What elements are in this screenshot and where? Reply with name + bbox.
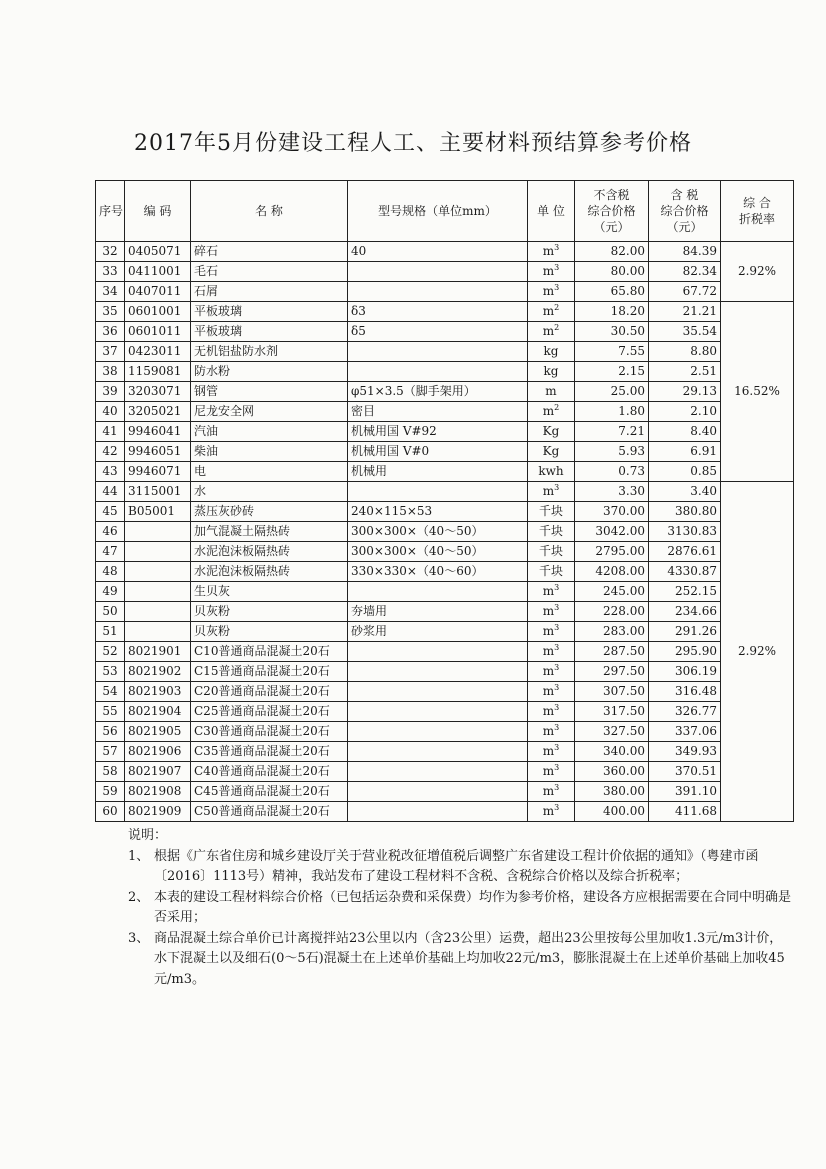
row-price-ex-tax: 0.73 [575,462,649,482]
row-code: 0405071 [125,242,191,262]
row-name: 加气混凝土隔热砖 [191,522,348,542]
header-no-text: 序号 [99,204,124,218]
row-price-in-tax: 2.10 [649,402,721,422]
row-price-ex-tax: 2.15 [575,362,649,382]
header-name [191,181,348,242]
header-code [125,181,191,242]
table-header-row [96,181,794,242]
row-price-ex-tax: 400.00 [575,802,649,822]
unit-superscript: 3 [554,243,560,252]
row-unit: $m^3$ [528,482,575,502]
row-number: 41 [96,422,125,442]
row-name: C15普通商品混凝土20石 [191,662,348,682]
row-price-in-tax: 21.21 [649,302,721,322]
row-name: C30普通商品混凝土20石 [191,722,348,742]
row-price-in-tax: 2.51 [649,362,721,382]
unit-superscript: 3 [554,583,560,592]
row-spec: 机械用国 V#92 [348,422,528,442]
row-name: 水泥泡沫板隔热砖 [191,542,348,562]
row-spec: 300×300×（40～50） [348,522,528,542]
note-item [108,929,793,991]
row-price-ex-tax: 3.30 [575,482,649,502]
table-body [96,242,794,822]
unit-superscript: 3 [554,763,560,772]
row-number: 44 [96,482,125,502]
row-spec: 砂浆用 [348,622,528,642]
row-unit: $m^3$ [528,782,575,802]
row-code [125,622,191,642]
table-row [96,382,794,402]
table-row [96,782,794,802]
table-row [96,682,794,702]
row-price-ex-tax: 307.50 [575,682,649,702]
row-price-ex-tax: 370.00 [575,502,649,522]
row-code: 0407011 [125,282,191,302]
row-price-in-tax: 67.72 [649,282,721,302]
row-name: 石屑 [191,282,348,302]
table-row [96,262,794,282]
row-unit: 千块 [528,502,575,522]
row-name: C10普通商品混凝土20石 [191,642,348,662]
row-code: 8021901 [125,642,191,662]
row-name: 毛石 [191,262,348,282]
table-row [96,502,794,522]
row-unit: $m^3$ [528,242,575,262]
table-row [96,482,794,502]
row-name: 贝灰粉 [191,602,348,622]
unit-superscript: 2 [554,403,560,412]
note-text: 商品混凝土综合单价已计离搅拌站23公里以内（含23公里）运费，超出23公里按每公里加收1.3元/m3计价，水下混凝土以及细石(0～5石)混凝土在上述单价基础上均加收22元/m3，膨胀混凝土在上述单价基础上加收45元/m3。 [154,930,785,987]
row-code: 8021904 [125,702,191,722]
table-row [96,582,794,602]
row-code: 3203071 [125,382,191,402]
row-name: 蒸压灰砂砖 [191,502,348,522]
row-spec: 40 [348,242,528,262]
header-rate-text: 综 合 折税率 [738,196,775,226]
row-spec: 330×330×（40～60） [348,562,528,582]
table-row [96,762,794,782]
row-number: 40 [96,402,125,422]
row-number: 47 [96,542,125,562]
row-number: 37 [96,342,125,362]
row-code: 3205021 [125,402,191,422]
row-code: 0411001 [125,262,191,282]
row-unit: $m^2$ [528,402,575,422]
row-number: 36 [96,322,125,342]
row-code [125,522,191,542]
row-name: 碎石 [191,242,348,262]
row-number: 55 [96,702,125,722]
row-code: 8021902 [125,662,191,682]
unit-superscript: 3 [554,783,560,792]
row-name: C35普通商品混凝土20石 [191,742,348,762]
table-row [96,642,794,662]
row-name: 生贝灰 [191,582,348,602]
table-row [96,242,794,262]
header-no [96,181,125,242]
note-number: 3、 [128,930,150,946]
row-name: 水 [191,482,348,502]
table-row [96,302,794,322]
row-name: 汽油 [191,422,348,442]
header-name-text: 名 称 [255,204,283,218]
row-name: C50普通商品混凝土20石 [191,802,348,822]
row-number: 51 [96,622,125,642]
row-unit: kg [528,362,575,382]
row-number: 42 [96,442,125,462]
row-code [125,542,191,562]
row-price-in-tax: 82.34 [649,262,721,282]
row-spec [348,262,528,282]
row-name: C20普通商品混凝土20石 [191,682,348,702]
row-unit: $m^3$ [528,602,575,622]
table-row [96,662,794,682]
row-price-in-tax: 6.91 [649,442,721,462]
row-price-ex-tax: 82.00 [575,242,649,262]
row-price-ex-tax: 3042.00 [575,522,649,542]
row-spec [348,782,528,802]
row-code: 0601001 [125,302,191,322]
row-code: 0423011 [125,342,191,362]
row-unit: $m^3$ [528,642,575,662]
row-spec: 夯墙用 [348,602,528,622]
row-price-ex-tax: 4208.00 [575,562,649,582]
row-price-in-tax: 8.40 [649,422,721,442]
row-unit: $m^2$ [528,302,575,322]
note-number: 1、 [128,848,150,864]
header-code-text: 编 码 [143,204,172,218]
note-number: 2、 [128,889,150,905]
row-price-ex-tax: 228.00 [575,602,649,622]
row-number: 39 [96,382,125,402]
row-tax-rate: 2.92% [721,242,794,302]
row-unit: 千块 [528,562,575,582]
row-price-ex-tax: 7.21 [575,422,649,442]
header-unit-text: 单 位 [537,204,565,218]
row-spec [348,362,528,382]
row-spec [348,742,528,762]
row-price-in-tax: 35.54 [649,322,721,342]
row-number: 43 [96,462,125,482]
row-price-ex-tax: 283.00 [575,622,649,642]
header-price-ex-tax-text: 不含税 综合价格 （元） [587,188,636,234]
row-spec [348,802,528,822]
row-price-ex-tax: 7.55 [575,342,649,362]
row-number: 32 [96,242,125,262]
row-unit: Kg [528,442,575,462]
row-unit: kwh [528,462,575,482]
row-price-ex-tax: 30.50 [575,322,649,342]
row-code: 0601011 [125,322,191,342]
row-name: 电 [191,462,348,482]
row-spec: 机械用国 V#0 [348,442,528,462]
table-row [96,562,794,582]
row-unit: 千块 [528,542,575,562]
row-price-in-tax: 380.80 [649,502,721,522]
row-code: 9946041 [125,422,191,442]
header-rate [721,181,794,242]
row-number: 53 [96,662,125,682]
row-price-ex-tax: 1.80 [575,402,649,422]
header-price-in-tax-text: 含 税 综合价格 （元） [660,188,709,234]
row-tax-rate: 16.52% [721,302,794,482]
row-price-ex-tax: 317.50 [575,702,649,722]
row-name: 贝灰粉 [191,622,348,642]
row-spec: 密目 [348,402,528,422]
row-number: 58 [96,762,125,782]
row-name: 防水粉 [191,362,348,382]
row-code [125,582,191,602]
row-price-in-tax: 306.19 [649,662,721,682]
row-spec [348,722,528,742]
note-item [108,888,793,929]
row-number: 45 [96,502,125,522]
row-unit: 千块 [528,522,575,542]
row-code: 9946071 [125,462,191,482]
row-price-in-tax: 234.66 [649,602,721,622]
row-price-ex-tax: 297.50 [575,662,649,682]
row-price-in-tax: 295.90 [649,642,721,662]
row-code: 8021908 [125,782,191,802]
row-spec [348,682,528,702]
row-number: 60 [96,802,125,822]
header-spec [348,181,528,242]
row-name: 尼龙安全网 [191,402,348,422]
row-unit: $m^3$ [528,722,575,742]
row-name: C45普通商品混凝土20石 [191,782,348,802]
row-spec [348,762,528,782]
row-price-ex-tax: 245.00 [575,582,649,602]
row-unit: $m^3$ [528,622,575,642]
row-number: 59 [96,782,125,802]
row-code: 1159081 [125,362,191,382]
row-spec: δ5 [348,322,528,342]
row-number: 52 [96,642,125,662]
header-spec-text: 型号规格（单位mm） [378,204,497,218]
row-spec: 300×300×（40～50） [348,542,528,562]
unit-superscript: 3 [554,803,560,812]
row-spec [348,582,528,602]
unit-superscript: 3 [554,603,560,612]
row-code: 8021903 [125,682,191,702]
row-number: 56 [96,722,125,742]
table-row [96,802,794,822]
row-unit: $m^3$ [528,282,575,302]
table-row [96,462,794,482]
table-row [96,602,794,622]
table-row [96,522,794,542]
row-price-ex-tax: 25.00 [575,382,649,402]
row-code [125,602,191,622]
row-price-in-tax: 3.40 [649,482,721,502]
row-number: 48 [96,562,125,582]
row-price-in-tax: 326.77 [649,702,721,722]
table-row [96,702,794,722]
row-price-in-tax: 316.48 [649,682,721,702]
row-unit: $m^2$ [528,322,575,342]
table-row [96,402,794,422]
row-unit: $m^3$ [528,662,575,682]
row-price-ex-tax: 340.00 [575,742,649,762]
row-name: 平板玻璃 [191,302,348,322]
unit-superscript: 3 [554,703,560,712]
unit-superscript: 3 [554,743,560,752]
row-spec [348,482,528,502]
row-spec: δ3 [348,302,528,322]
row-number: 38 [96,362,125,382]
table-row [96,622,794,642]
unit-superscript: 2 [554,323,560,332]
row-price-in-tax: 84.39 [649,242,721,262]
row-code: B05001 [125,502,191,522]
unit-superscript: 3 [554,723,560,732]
row-unit: $m^3$ [528,762,575,782]
unit-superscript: 2 [554,303,560,312]
row-price-in-tax: 291.26 [649,622,721,642]
row-price-in-tax: 337.06 [649,722,721,742]
row-spec [348,342,528,362]
row-price-in-tax: 4330.87 [649,562,721,582]
row-number: 57 [96,742,125,762]
row-price-in-tax: 252.15 [649,582,721,602]
row-code: 8021909 [125,802,191,822]
header-price-ex-tax [575,181,649,242]
row-price-ex-tax: 65.80 [575,282,649,302]
row-unit: $m^3$ [528,582,575,602]
row-code [125,562,191,582]
row-name: 平板玻璃 [191,322,348,342]
row-number: 54 [96,682,125,702]
row-unit: kg [528,342,575,362]
row-code: 8021906 [125,742,191,762]
unit-superscript: 3 [554,283,560,292]
row-unit: $m^3$ [528,702,575,722]
notes-heading: 说明： [128,828,168,843]
row-price-in-tax: 370.51 [649,762,721,782]
row-code: 3115001 [125,482,191,502]
row-name: 无机铝盐防水剂 [191,342,348,362]
header-unit [528,181,575,242]
row-price-ex-tax: 327.50 [575,722,649,742]
row-unit: Kg [528,422,575,442]
unit-superscript: 3 [554,683,560,692]
table-row [96,362,794,382]
row-unit: $m^3$ [528,802,575,822]
row-spec [348,282,528,302]
row-name: C25普通商品混凝土20石 [191,702,348,722]
unit-superscript: 3 [554,643,560,652]
row-price-ex-tax: 18.20 [575,302,649,322]
row-unit: $m^3$ [528,742,575,762]
table-row [96,742,794,762]
unit-superscript: 3 [554,263,560,272]
note-text: 本表的建设工程材料综合价格（已包括运杂费和采保费）均作为参考价格，建设各方应根据需要在合同中明确是否采用； [154,889,792,925]
row-code: 8021907 [125,762,191,782]
page-title: 2017年5月份建设工程人工、主要材料预结算参考价格 [134,131,692,156]
row-price-in-tax: 29.13 [649,382,721,402]
unit-superscript: 3 [554,623,560,632]
row-unit: $m^3$ [528,262,575,282]
row-number: 34 [96,282,125,302]
table-row [96,722,794,742]
row-price-ex-tax: 287.50 [575,642,649,662]
row-price-ex-tax: 80.00 [575,262,649,282]
row-spec: 机械用 [348,462,528,482]
row-code: 9946051 [125,442,191,462]
row-name: 水泥泡沫板隔热砖 [191,562,348,582]
row-number: 46 [96,522,125,542]
row-unit: $m^3$ [528,682,575,702]
note-item [108,847,793,888]
row-price-in-tax: 411.68 [649,802,721,822]
row-price-in-tax: 0.85 [649,462,721,482]
row-tax-rate: 2.92% [721,482,794,822]
row-name: 钢管 [191,382,348,402]
row-unit: m [528,382,575,402]
row-number: 49 [96,582,125,602]
table-row [96,322,794,342]
row-number: 33 [96,262,125,282]
table-row [96,422,794,442]
header-price-in-tax [649,181,721,242]
price-table [95,180,794,822]
table-row [96,442,794,462]
notes-section [108,826,793,990]
row-price-ex-tax: 2795.00 [575,542,649,562]
table-row [96,342,794,362]
row-price-ex-tax: 380.00 [575,782,649,802]
row-spec: φ51×3.5（脚手架用） [348,382,528,402]
table-row [96,282,794,302]
unit-superscript: 3 [554,663,560,672]
row-spec [348,702,528,722]
table-row [96,542,794,562]
row-code: 8021905 [125,722,191,742]
row-price-in-tax: 391.10 [649,782,721,802]
note-text: 根据《广东省住房和城乡建设厅关于营业税改征增值税后调整广东省建设工程计价依据的通知》（粤建市函〔2016〕1113号）精神，我站发布了建设工程材料不含税、含税综合价格以及综合折税率； [154,848,759,884]
row-spec: 240×115×53 [348,502,528,522]
row-price-in-tax: 349.93 [649,742,721,762]
row-spec [348,662,528,682]
row-price-ex-tax: 5.93 [575,442,649,462]
row-price-in-tax: 2876.61 [649,542,721,562]
row-price-ex-tax: 360.00 [575,762,649,782]
row-price-in-tax: 3130.83 [649,522,721,542]
row-spec [348,642,528,662]
row-price-in-tax: 8.80 [649,342,721,362]
unit-superscript: 3 [554,483,560,492]
row-name: 柴油 [191,442,348,462]
row-name: C40普通商品混凝土20石 [191,762,348,782]
row-number: 50 [96,602,125,622]
row-number: 35 [96,302,125,322]
